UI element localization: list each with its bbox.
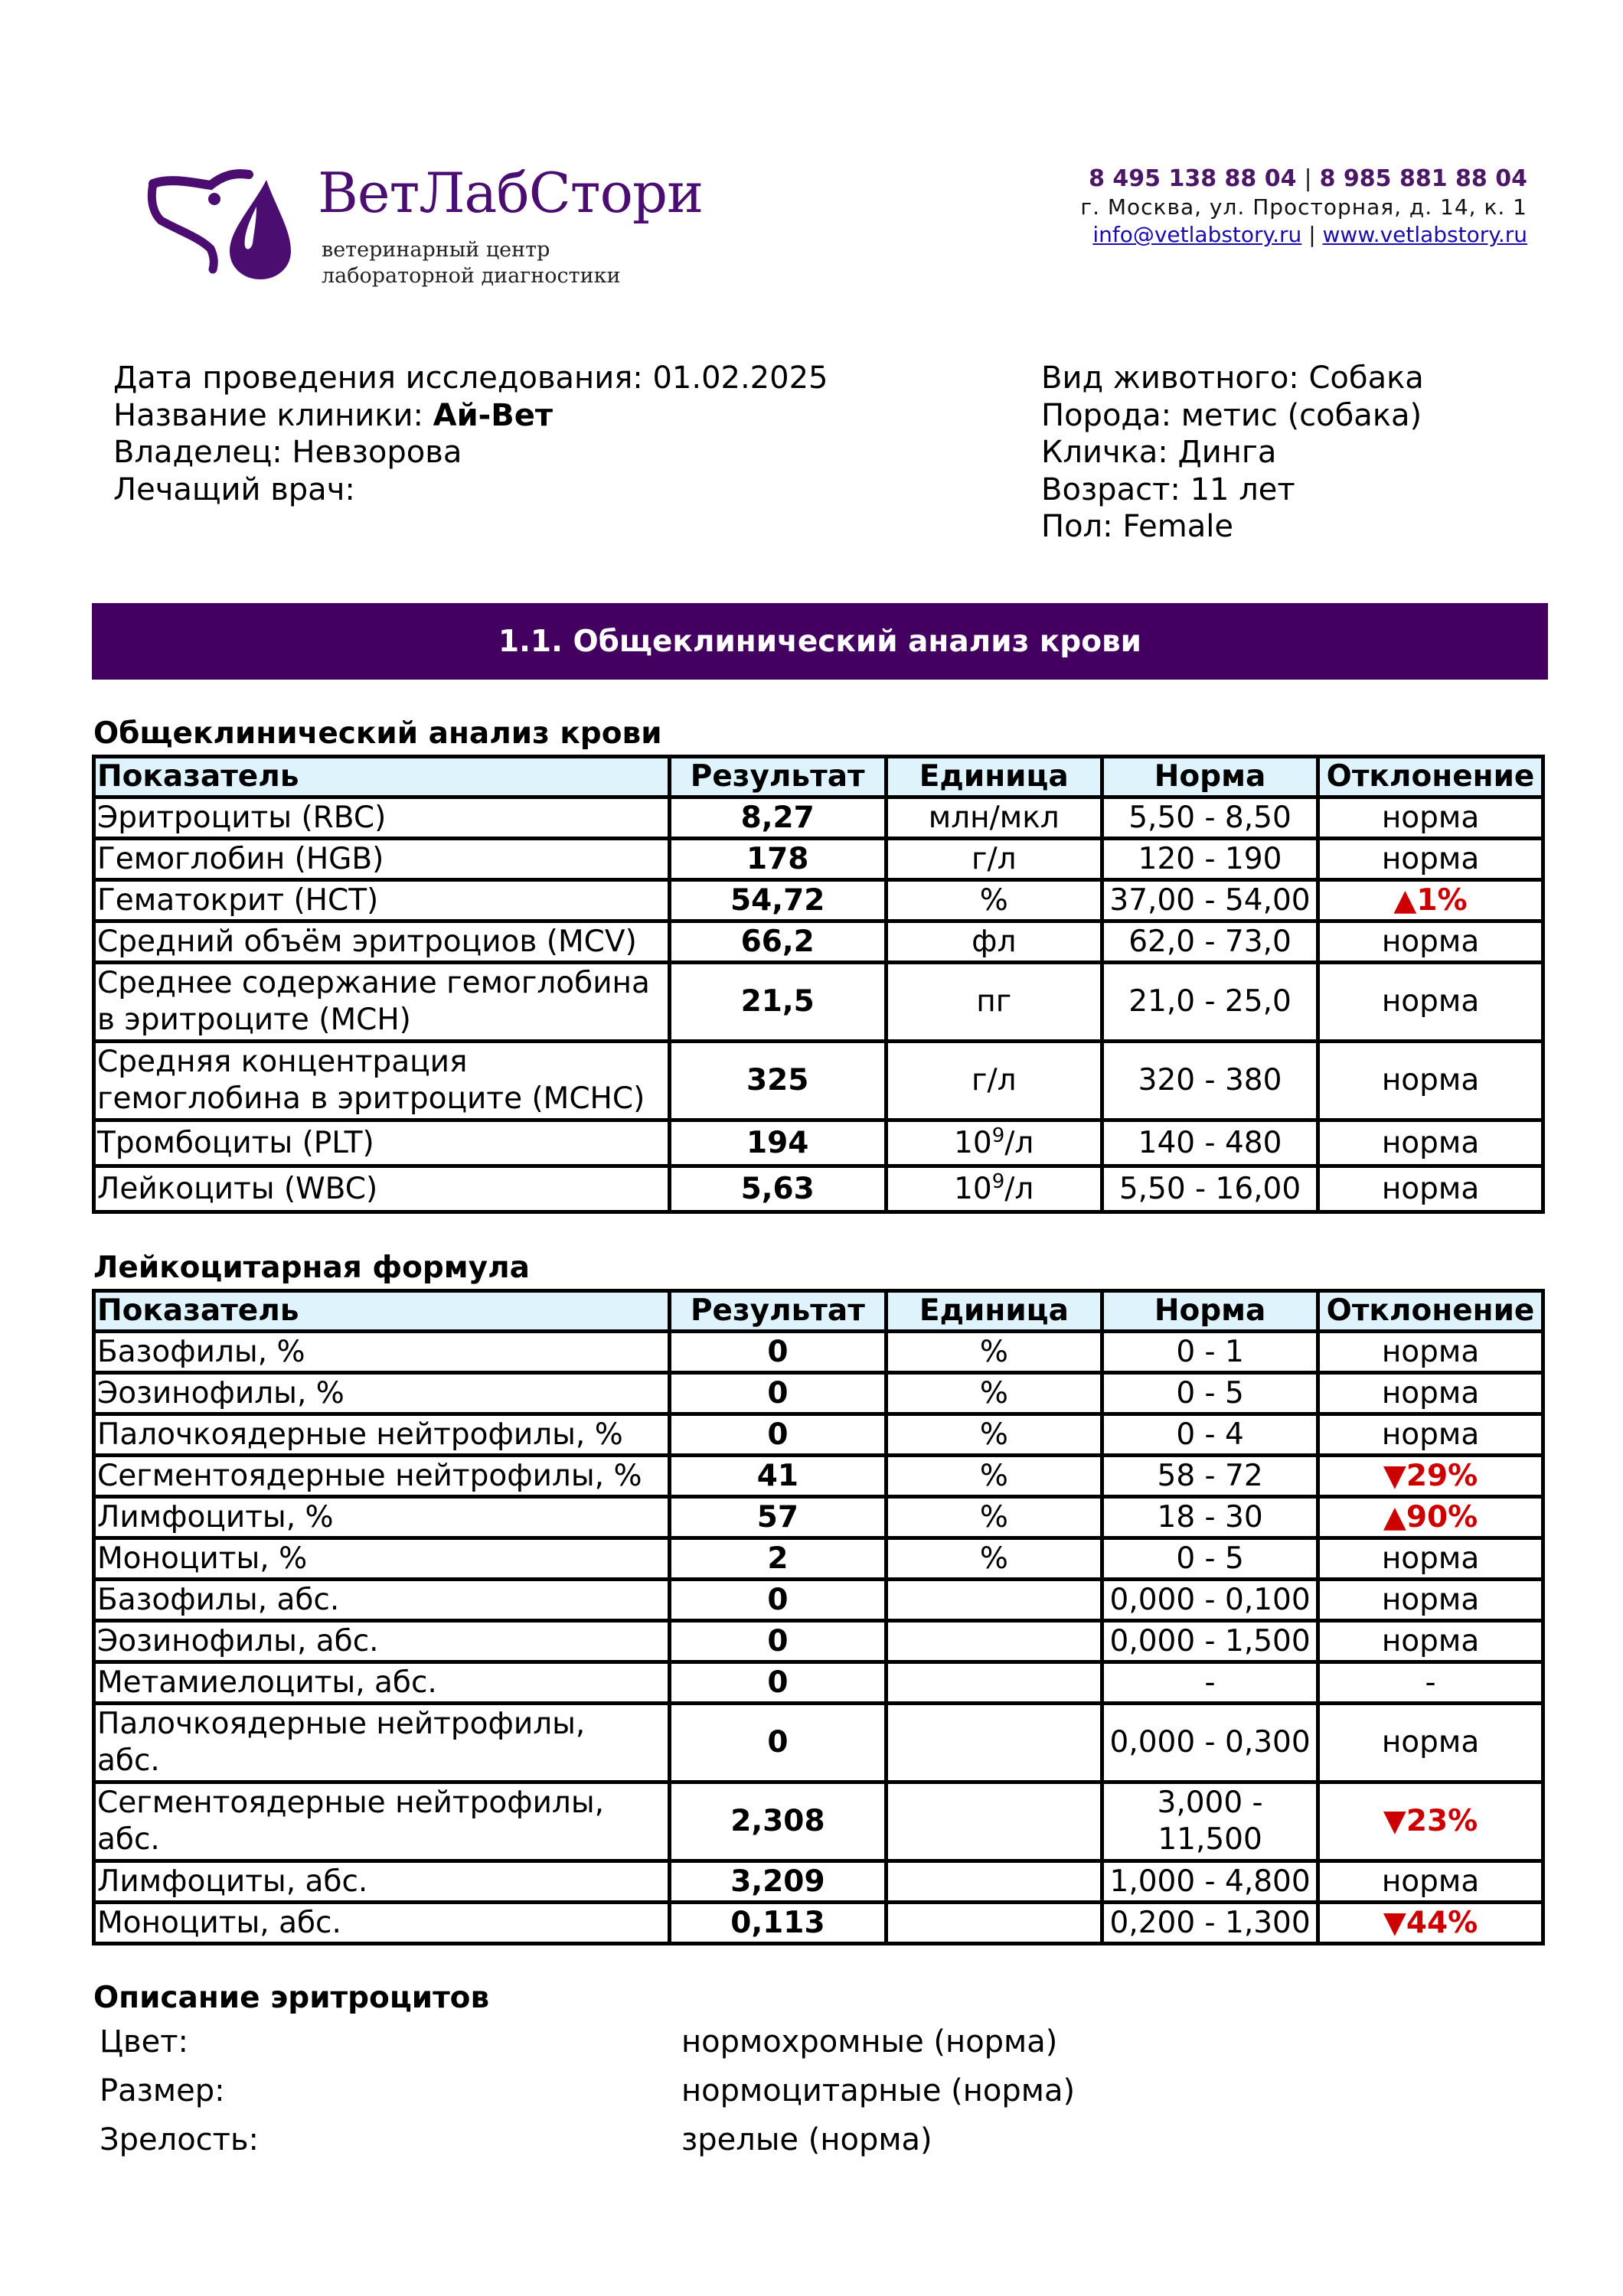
row-unit (886, 1704, 1102, 1782)
row-norm: 21,0 - 25,0 (1102, 963, 1318, 1042)
table-row (94, 1580, 1543, 1621)
table-row (94, 839, 1543, 880)
row-name: Средний объём эритроциов (MCV) (94, 921, 670, 963)
row-unit: % (886, 880, 1102, 921)
desc-label-size: Размер: (100, 2073, 225, 2108)
row-name-line-2: абс. (97, 1743, 160, 1778)
pet-name-value: Динга (1177, 435, 1277, 470)
study-date (113, 360, 828, 397)
table-row (94, 1456, 1543, 1497)
study-date-label: Дата проведения исследования: (113, 360, 653, 396)
table-row (94, 963, 1543, 1042)
table-row (94, 1120, 1543, 1166)
row-unit (886, 1120, 1102, 1166)
row-name: Лейкоциты (WBC) (94, 1166, 670, 1212)
row-norm: 0,000 - 1,500 (1102, 1621, 1318, 1662)
row-unit: % (886, 1456, 1102, 1497)
table-row (94, 1497, 1543, 1538)
row-unit: г/л (886, 1042, 1102, 1120)
row-result: 2 (670, 1538, 887, 1580)
row-norm-line-1: 3,000 - (1157, 1786, 1263, 1820)
phones (1080, 165, 1527, 194)
col-norm: Норма (1102, 1291, 1318, 1332)
row-deviation: норма (1318, 797, 1543, 839)
row-name-line-2: абс. (97, 1822, 160, 1857)
row-result: 0 (670, 1621, 887, 1662)
row-deviation: норма (1318, 1166, 1543, 1212)
row-norm (1102, 1782, 1318, 1861)
row-norm: 0 - 1 (1102, 1332, 1318, 1373)
row-result: 66,2 (669, 921, 886, 963)
row-name: Эозинофилы, % (94, 1373, 670, 1414)
brand-subtitle-line-1: ветеринарный центр (322, 238, 550, 262)
row-unit: % (886, 1373, 1102, 1414)
row-result: 0 (670, 1704, 887, 1782)
row-unit: % (886, 1497, 1102, 1538)
address: г. Москва, ул. Просторная, д. 14, к. 1 (1080, 194, 1527, 220)
row-norm: 140 - 480 (1102, 1120, 1318, 1166)
desc-value-size: нормоцитарные (норма) (681, 2073, 1076, 2108)
row-name: Гемоглобин (HGB) (94, 839, 670, 880)
cbc-table-title: Общеклинический анализ крови (93, 716, 662, 751)
row-norm: 0 - 5 (1102, 1538, 1318, 1580)
leuko-table-title: Лейкоцитарная формула (93, 1251, 530, 1285)
phone-separator: | (1304, 165, 1312, 192)
row-norm: 1,000 - 4,800 (1102, 1861, 1318, 1903)
row-deviation: - (1318, 1662, 1543, 1704)
row-name: Лимфоциты, % (94, 1497, 670, 1538)
table-row (94, 921, 1543, 963)
website-link[interactable]: www.vetlabstory.ru (1322, 222, 1527, 247)
row-result: 0 (670, 1332, 887, 1373)
table-row (94, 1332, 1543, 1373)
desc-label-maturity: Зрелость: (100, 2122, 260, 2157)
row-deviation: норма (1318, 1861, 1543, 1903)
owner-value: Невзорова (292, 435, 462, 470)
row-unit (886, 1903, 1102, 1944)
table-row (94, 1538, 1543, 1580)
study-info (113, 360, 828, 508)
col-indicator: Показатель (94, 757, 670, 797)
owner-label: Владелец: (113, 435, 292, 470)
row-name: Тромбоциты (PLT) (94, 1120, 670, 1166)
row-name: Базофилы, абс. (94, 1580, 670, 1621)
table-row (94, 1861, 1543, 1903)
row-norm: 5,50 - 8,50 (1102, 797, 1318, 839)
row-name: Моноциты, % (94, 1538, 670, 1580)
breed-value: метис (собака) (1181, 397, 1422, 433)
pet-name (1041, 434, 1424, 471)
row-deviation-flag: ▲1% (1318, 880, 1543, 921)
contacts-block (1080, 165, 1527, 249)
link-separator: | (1301, 222, 1323, 247)
row-result: 0,113 (670, 1903, 887, 1944)
col-result: Результат (669, 757, 886, 797)
row-name: Эозинофилы, абс. (94, 1621, 670, 1662)
breed (1041, 397, 1424, 435)
row-deviation-flag: ▲90% (1318, 1497, 1543, 1538)
row-unit: % (886, 1332, 1102, 1373)
row-name: Сегментоядерные нейтрофилы, % (94, 1456, 670, 1497)
age-label: Возраст: (1041, 471, 1190, 507)
row-deviation: норма (1318, 1621, 1543, 1662)
col-result: Результат (670, 1291, 887, 1332)
desc-label-color: Цвет: (100, 2024, 189, 2060)
table-row (94, 880, 1543, 921)
row-result: 0 (670, 1414, 887, 1456)
row-result: 21,5 (669, 963, 886, 1042)
row-name: Палочкоядерные нейтрофилы, % (94, 1414, 670, 1456)
col-unit: Единица (886, 757, 1102, 797)
row-norm: - (1102, 1662, 1318, 1704)
row-name (94, 1704, 670, 1782)
row-result: 0 (670, 1373, 887, 1414)
unit-base: 10 (954, 1125, 992, 1160)
row-norm: 320 - 380 (1102, 1042, 1318, 1120)
email-link[interactable]: info@vetlabstory.ru (1092, 222, 1302, 247)
clinic-label: Название клиники: (113, 397, 433, 433)
table-row (94, 1782, 1543, 1861)
row-unit: г/л (886, 839, 1102, 880)
table-row (94, 1166, 1543, 1212)
row-result: 0 (670, 1662, 887, 1704)
table-row (94, 1621, 1543, 1662)
owner (113, 434, 828, 471)
row-name-line-1: Средняя концентрация (97, 1045, 468, 1079)
species (1041, 360, 1424, 397)
unit-base: 10 (954, 1171, 992, 1206)
row-deviation: норма (1318, 1414, 1543, 1456)
table-row (94, 1414, 1543, 1456)
table-row (94, 797, 1543, 839)
col-unit: Единица (886, 1291, 1102, 1332)
brand-name: ВетЛабСтори (318, 161, 704, 225)
sex (1041, 508, 1424, 546)
age-value: 11 лет (1190, 471, 1295, 507)
species-value: Собака (1308, 360, 1424, 396)
row-name-line-1: Сегментоядерные нейтрофилы, (97, 1786, 605, 1820)
row-norm: 0,000 - 0,300 (1102, 1704, 1318, 1782)
row-result: 325 (669, 1042, 886, 1120)
row-unit: фл (886, 921, 1102, 963)
row-unit (886, 1580, 1102, 1621)
row-unit: % (886, 1538, 1102, 1580)
table-header-row (94, 757, 1543, 797)
row-unit: млн/мкл (886, 797, 1102, 839)
row-name: Моноциты, абс. (94, 1903, 670, 1944)
col-deviation: Отклонение (1318, 757, 1543, 797)
row-norm: 0,200 - 1,300 (1102, 1903, 1318, 1944)
leuko-table (92, 1289, 1545, 1945)
table-row (94, 1373, 1543, 1414)
doctor (113, 471, 828, 509)
row-deviation: норма (1318, 1580, 1543, 1621)
row-result: 8,27 (669, 797, 886, 839)
species-label: Вид животного: (1041, 360, 1309, 396)
breed-label: Порода: (1041, 397, 1181, 433)
row-deviation: норма (1318, 1373, 1543, 1414)
row-unit (886, 1662, 1102, 1704)
row-norm: 0 - 5 (1102, 1373, 1318, 1414)
row-result: 2,308 (670, 1782, 887, 1861)
row-norm: 0 - 4 (1102, 1414, 1318, 1456)
animal-info (1041, 360, 1424, 546)
row-deviation: норма (1318, 839, 1543, 880)
col-norm: Норма (1102, 757, 1318, 797)
row-deviation: норма (1318, 921, 1543, 963)
unit-exponent: 9 (991, 1169, 1005, 1193)
table-row (94, 1662, 1543, 1704)
row-norm: 62,0 - 73,0 (1102, 921, 1318, 963)
clinic-value: Ай-Вет (433, 397, 554, 433)
row-norm: 5,50 - 16,00 (1102, 1166, 1318, 1212)
row-norm: 37,00 - 54,00 (1102, 880, 1318, 921)
rbc-description-title: Описание эритроцитов (93, 1981, 490, 2015)
sex-label: Пол: (1041, 509, 1123, 544)
row-name: Базофилы, % (94, 1332, 670, 1373)
row-name (94, 963, 670, 1042)
row-result: 178 (669, 839, 886, 880)
row-norm: 58 - 72 (1102, 1456, 1318, 1497)
row-name: Метамиелоциты, абс. (94, 1662, 670, 1704)
row-result: 3,209 (670, 1861, 887, 1903)
table-row (94, 1704, 1543, 1782)
row-deviation-flag: ▼23% (1318, 1782, 1543, 1861)
row-unit (886, 1621, 1102, 1662)
desc-value-color: нормохромные (норма) (681, 2024, 1058, 2060)
row-unit: пг (886, 963, 1102, 1042)
col-deviation: Отклонение (1318, 1291, 1543, 1332)
brand-subtitle-line-2: лабораторной диагностики (322, 264, 621, 288)
unit-exponent: 9 (991, 1124, 1005, 1147)
clinic-name (113, 397, 828, 435)
cbc-table (92, 755, 1545, 1214)
study-date-value: 01.02.2025 (652, 360, 828, 396)
sex-value: Female (1122, 509, 1233, 544)
row-name-line-1: Среднее содержание гемоглобина (97, 966, 650, 1000)
row-norm: 120 - 190 (1102, 839, 1318, 880)
row-norm: 18 - 30 (1102, 1497, 1318, 1538)
table-row (94, 1903, 1543, 1944)
col-indicator: Показатель (94, 1291, 670, 1332)
row-name-line-2: в эритроците (MCH) (97, 1003, 411, 1037)
section-banner: 1.1. Общеклинический анализ крови (92, 603, 1548, 680)
row-deviation: норма (1318, 1704, 1543, 1782)
phone-1[interactable]: 8 495 138 88 04 (1089, 165, 1297, 192)
unit-tail: /л (1004, 1171, 1034, 1206)
table-header-row (94, 1291, 1543, 1332)
row-deviation-flag: ▼29% (1318, 1456, 1543, 1497)
desc-value-maturity: зрелые (норма) (681, 2122, 932, 2157)
dog-drop-logo-icon (138, 161, 314, 283)
row-result: 5,63 (669, 1166, 886, 1212)
row-result: 41 (670, 1456, 887, 1497)
row-deviation: норма (1318, 1120, 1543, 1166)
company-logo (138, 161, 720, 298)
row-result: 57 (670, 1497, 887, 1538)
pet-name-label: Кличка: (1041, 435, 1178, 470)
row-norm: 0,000 - 0,100 (1102, 1580, 1318, 1621)
row-result: 194 (669, 1120, 886, 1166)
row-unit: % (886, 1414, 1102, 1456)
unit-tail: /л (1004, 1125, 1034, 1160)
row-norm-line-2: 11,500 (1158, 1822, 1262, 1857)
row-deviation: норма (1318, 1332, 1543, 1373)
row-deviation: норма (1318, 1042, 1543, 1120)
row-deviation: норма (1318, 963, 1543, 1042)
row-unit (886, 1861, 1102, 1903)
row-name: Эритроциты (RBC) (94, 797, 670, 839)
phone-2[interactable]: 8 985 881 88 04 (1319, 165, 1527, 192)
row-deviation: норма (1318, 1538, 1543, 1580)
row-result: 54,72 (669, 880, 886, 921)
table-row (94, 1042, 1543, 1120)
links (1080, 221, 1527, 249)
row-name (94, 1782, 670, 1861)
row-name: Гематокрит (HCT) (94, 880, 670, 921)
row-name-line-1: Палочкоядерные нейтрофилы, (97, 1707, 586, 1741)
row-unit (886, 1166, 1102, 1212)
row-deviation-flag: ▼44% (1318, 1903, 1543, 1944)
age (1041, 471, 1424, 509)
doctor-label: Лечащий врач: (113, 471, 355, 507)
row-name-line-2: гемоглобина в эритроците (MCHC) (97, 1081, 645, 1116)
row-name: Лимфоциты, абс. (94, 1861, 670, 1903)
brand-subtitle (322, 237, 621, 289)
row-result: 0 (670, 1580, 887, 1621)
row-unit (886, 1782, 1102, 1861)
row-name (94, 1042, 670, 1120)
